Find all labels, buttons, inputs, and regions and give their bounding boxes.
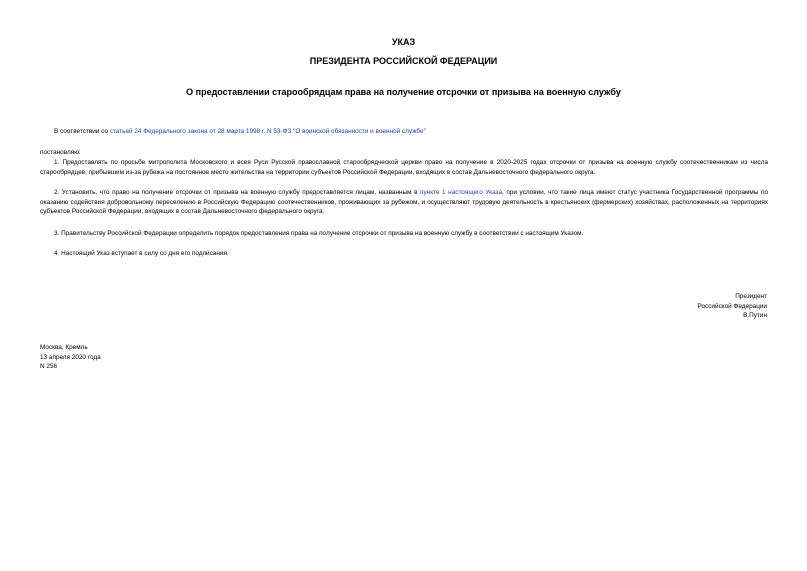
doc-title: О предоставлении старообрядцам права на получение отсрочки от призыва на военную службу [186,87,621,97]
paragraph-4: 4. Настоящий Указ вступает в силу со дня его подписания. [54,250,229,257]
paragraph-2-before: 2. Установить, что право на получение отсрочки от призыва на военную службу предоставляется лицам, названным в [54,189,421,196]
item-1-reference-link[interactable]: пункте 1 настоящего Указа [420,189,503,196]
signing-place: Москва, Кремль [40,344,88,351]
preamble [40,127,768,137]
decree-word: постановляю: [40,149,81,156]
signature-country: Российской Федерации [697,302,767,310]
paragraph-3: 3. Правительству Российской Федерации определить порядок предоставления права на получение отсрочки от призыва на военную службу в соответствии с настоящим Указом. [54,230,584,237]
paragraph-2 [40,188,768,217]
law-reference-link[interactable]: статьей 24 Федерального закона от 28 марта 1998 г. N 53-ФЗ "О воинской обязанности и военной службе" [109,128,426,135]
preamble-prefix: В соответствии со [54,128,110,135]
paragraph-2-after: , при условии, что такие лица имеют статус участника Государственной программы по оказанию содействия добровольному переселению в Российскую Федерацию соотечественников, проживающих за рубежом, и осуществляют трудовую деятельность в крестьянских (фермерских) хозяйствах, расположенных на территориях субъектов Российской Федерации, входящих в состав Дальневосточного федерального округа. [40,189,768,215]
decree-number: N 256 [40,363,58,370]
paragraph-1: 1. Предоставлять по просьбе митрополита Московского и всея Руси Русской православной старообрядческой церкви право на получение в 2020-2025 годах отсрочки от призыва на военную службу соотечественникам из числа старообрядцев, прибывшим из-за рубежа на постоянное место жительства на территории субъектов Российской Федерации, входящих в состав Дальневосточного федерального округа. [40,159,768,176]
doc-type-heading: УКАЗ [391,37,416,47]
signature-title: Президент [735,293,767,300]
signature-name: В.Путин [743,312,767,319]
issuer-heading: ПРЕЗИДЕНТА РОССИЙСКОЙ ФЕДЕРАЦИИ [309,56,498,66]
signing-date: 13 апреля 2020 года [40,353,101,361]
